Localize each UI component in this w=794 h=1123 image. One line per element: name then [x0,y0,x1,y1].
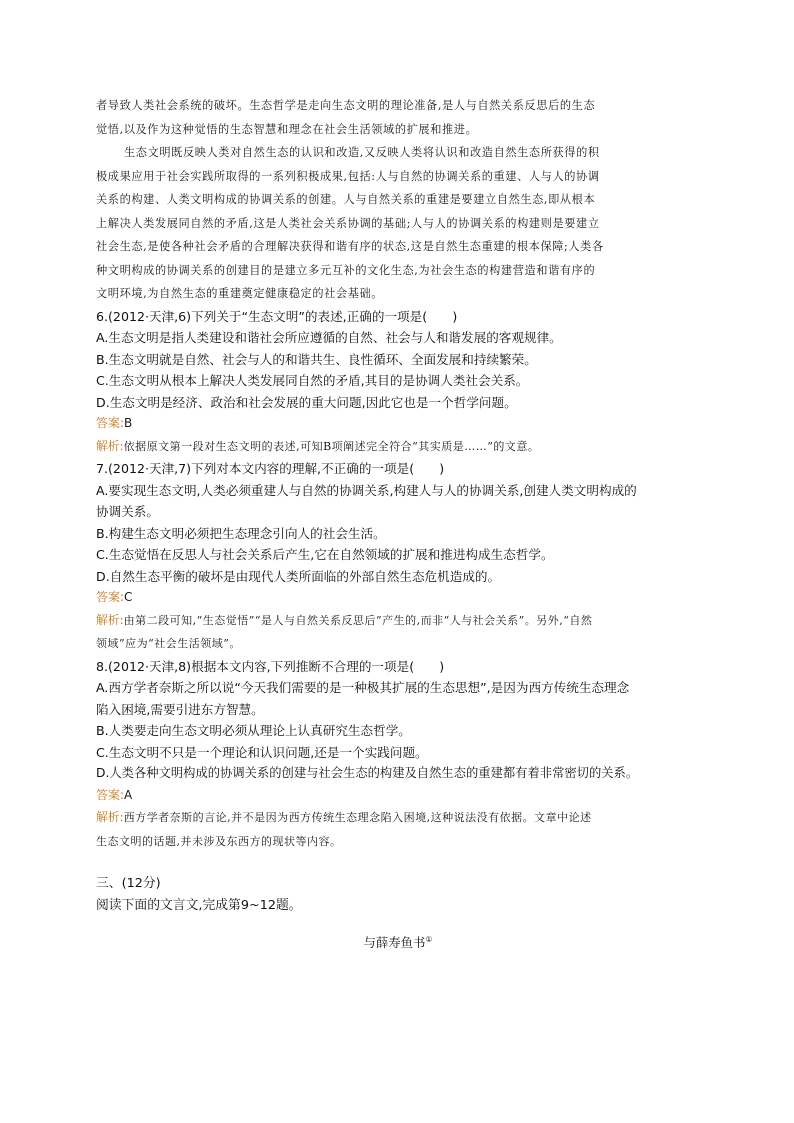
section-3 [96,873,700,954]
passage-line: 极成果应用于社会实践所取得的一系列积极成果,包括:人与自然的协调关系的重建、人与人的协调 [96,169,600,183]
explanation-label: 解析: [96,438,124,453]
passage-line: 关系的构建、人类文明构成的协调关系的创建。人与自然关系的重建是要建立自然生态,即从根本 [96,193,596,206]
option-a: A.西方学者奈斯之所以说“今天我们需要的是一种极其扩展的生态思想”,是因为西方传统生态理念 [96,680,630,695]
answer-line [96,587,700,609]
passage-title-text: 与薛寿鱼书 [363,935,426,951]
explanation-line [96,609,700,633]
option-a: A.生态文明是指人类建设和谐社会所应遵循的自然、社会与人和谐发展的客观规律。 [96,330,562,345]
section-instruction: 阅读下面的文言文,完成第9~12题。 [96,898,302,913]
option-d: D.自然生态平衡的破坏是由现代人类所面临的外部自然生态危机造成的。 [96,568,501,584]
passage-line: 觉悟,以及作为这种觉悟的生态智慧和理念在社会生活领域的扩展和推进。 [96,122,478,136]
question-stem: 8.(2012·天津,8)根据本文内容,下列推断不合理的一项是( ) [96,658,445,674]
explanation-line [96,806,700,830]
question-8 [96,656,700,854]
passage-paragraph-2 [96,141,700,306]
passage-paragraph-1 [96,94,700,141]
option-b: B.生态文明就是自然、社会与人的和谐共生、良性循环、全面发展和持续繁荣。 [96,351,537,367]
passage-line: 生态文明既反映人类对自然生态的认识和改造,又反映人类将认识和改造自然生态所获得的积 [124,146,600,159]
option-a-continued: 陷入困境,需要引进东方智慧。 [96,701,264,717]
footnote-mark: ① [425,935,433,944]
passage-title [96,929,700,954]
explanation-label: 解析: [96,612,124,627]
answer-value: B [124,416,133,430]
answer-line [96,785,700,807]
explanation-line: 生态文明的话题,并未涉及东西方的现状等内容。 [96,834,342,848]
explanation-line: 领域”应为“社会生活领域”。 [96,637,241,650]
passage-line: 上解决人类发展同自然的矛盾,这是人类社会关系协调的基础;人与人的协调关系的构建则是要建立 [96,216,600,230]
explanation-line [96,435,700,459]
option-c: C.生态觉悟在反思人与社会关系后产生,它在自然领域的扩展和推进构成生态哲学。 [96,547,554,562]
option-d: D.人类各种文明构成的协调关系的创建与社会生态的构建及自然生态的重建都有着非常密切的关系。 [96,766,639,780]
question-stem: 6.(2012·天津,6)下列关于“生态文明”的表述,正确的一项是( ) [96,308,458,324]
passage-line: 社会生态,是使各种社会矛盾的合理解决获得和谐有序的状态,这是自然生态重建的根本保障;人类各 [96,240,604,253]
document-content [96,94,700,967]
passage-line: 文明环境,为自然生态的重建奠定健康稳定的社会基础。 [96,287,384,300]
answer-value: A [124,787,133,802]
explanation-text: 依据原文第一段对生态文明的表述,可知B项阐述完全符合“其实质是……”的文意。 [123,439,540,453]
question-7 [96,458,700,656]
question-stem: 7.(2012·天津,7)下列对本文内容的理解,不正确的一项是( ) [96,461,445,476]
question-6 [96,306,700,459]
section-gap [96,853,700,863]
option-d: D.生态文明是经济、政治和社会发展的重大问题,因此它也是一个哲学问题。 [96,394,517,410]
answer-label: 答案: [96,787,125,802]
option-a: A.要实现生态文明,人类必须重建人与自然的协调关系,构建人与人的协调关系,创建人类文明构成的 [96,482,637,498]
explanation-text: 由第二段可知,“生态觉悟”“是人与自然关系反思后”产生的,而非“人与社会关系”。另外,“自然 [123,613,593,627]
explanation-text: 西方学者奈斯的言论,并不是因为西方传统生态理念陷入困境,这种说法没有依据。文章中论述 [123,811,592,824]
option-a-continued: 协调关系。 [96,504,159,519]
answer-value: C [124,590,133,604]
explanation-label: 解析: [96,810,124,824]
section-heading: 三、(12分) [96,876,161,891]
answer-label: 答案: [96,416,125,430]
option-b: B.构建生态文明必须把生态理念引向人的社会生活。 [96,525,386,541]
section-gap [96,863,700,873]
answer-line [96,413,700,435]
passage-line: 者导致人类社会系统的破坏。生态哲学是走向生态文明的理论准备,是人与自然关系反思后的生态 [96,99,596,112]
answer-label: 答案: [96,590,125,604]
passage-line: 种文明构成的协调关系的创建目的是建立多元互补的文化生态,为社会生态的构建营造和谐有序的 [96,263,596,277]
option-c: C.生态文明从根本上解决人类发展同自然的矛盾,其目的是协调人类社会关系。 [96,373,529,388]
option-c: C.生态文明不只是一个理论和认识问题,还是一个实践问题。 [96,744,428,760]
option-b: B.人类要走向生态文明必须从理论上认真研究生态哲学。 [96,723,411,738]
